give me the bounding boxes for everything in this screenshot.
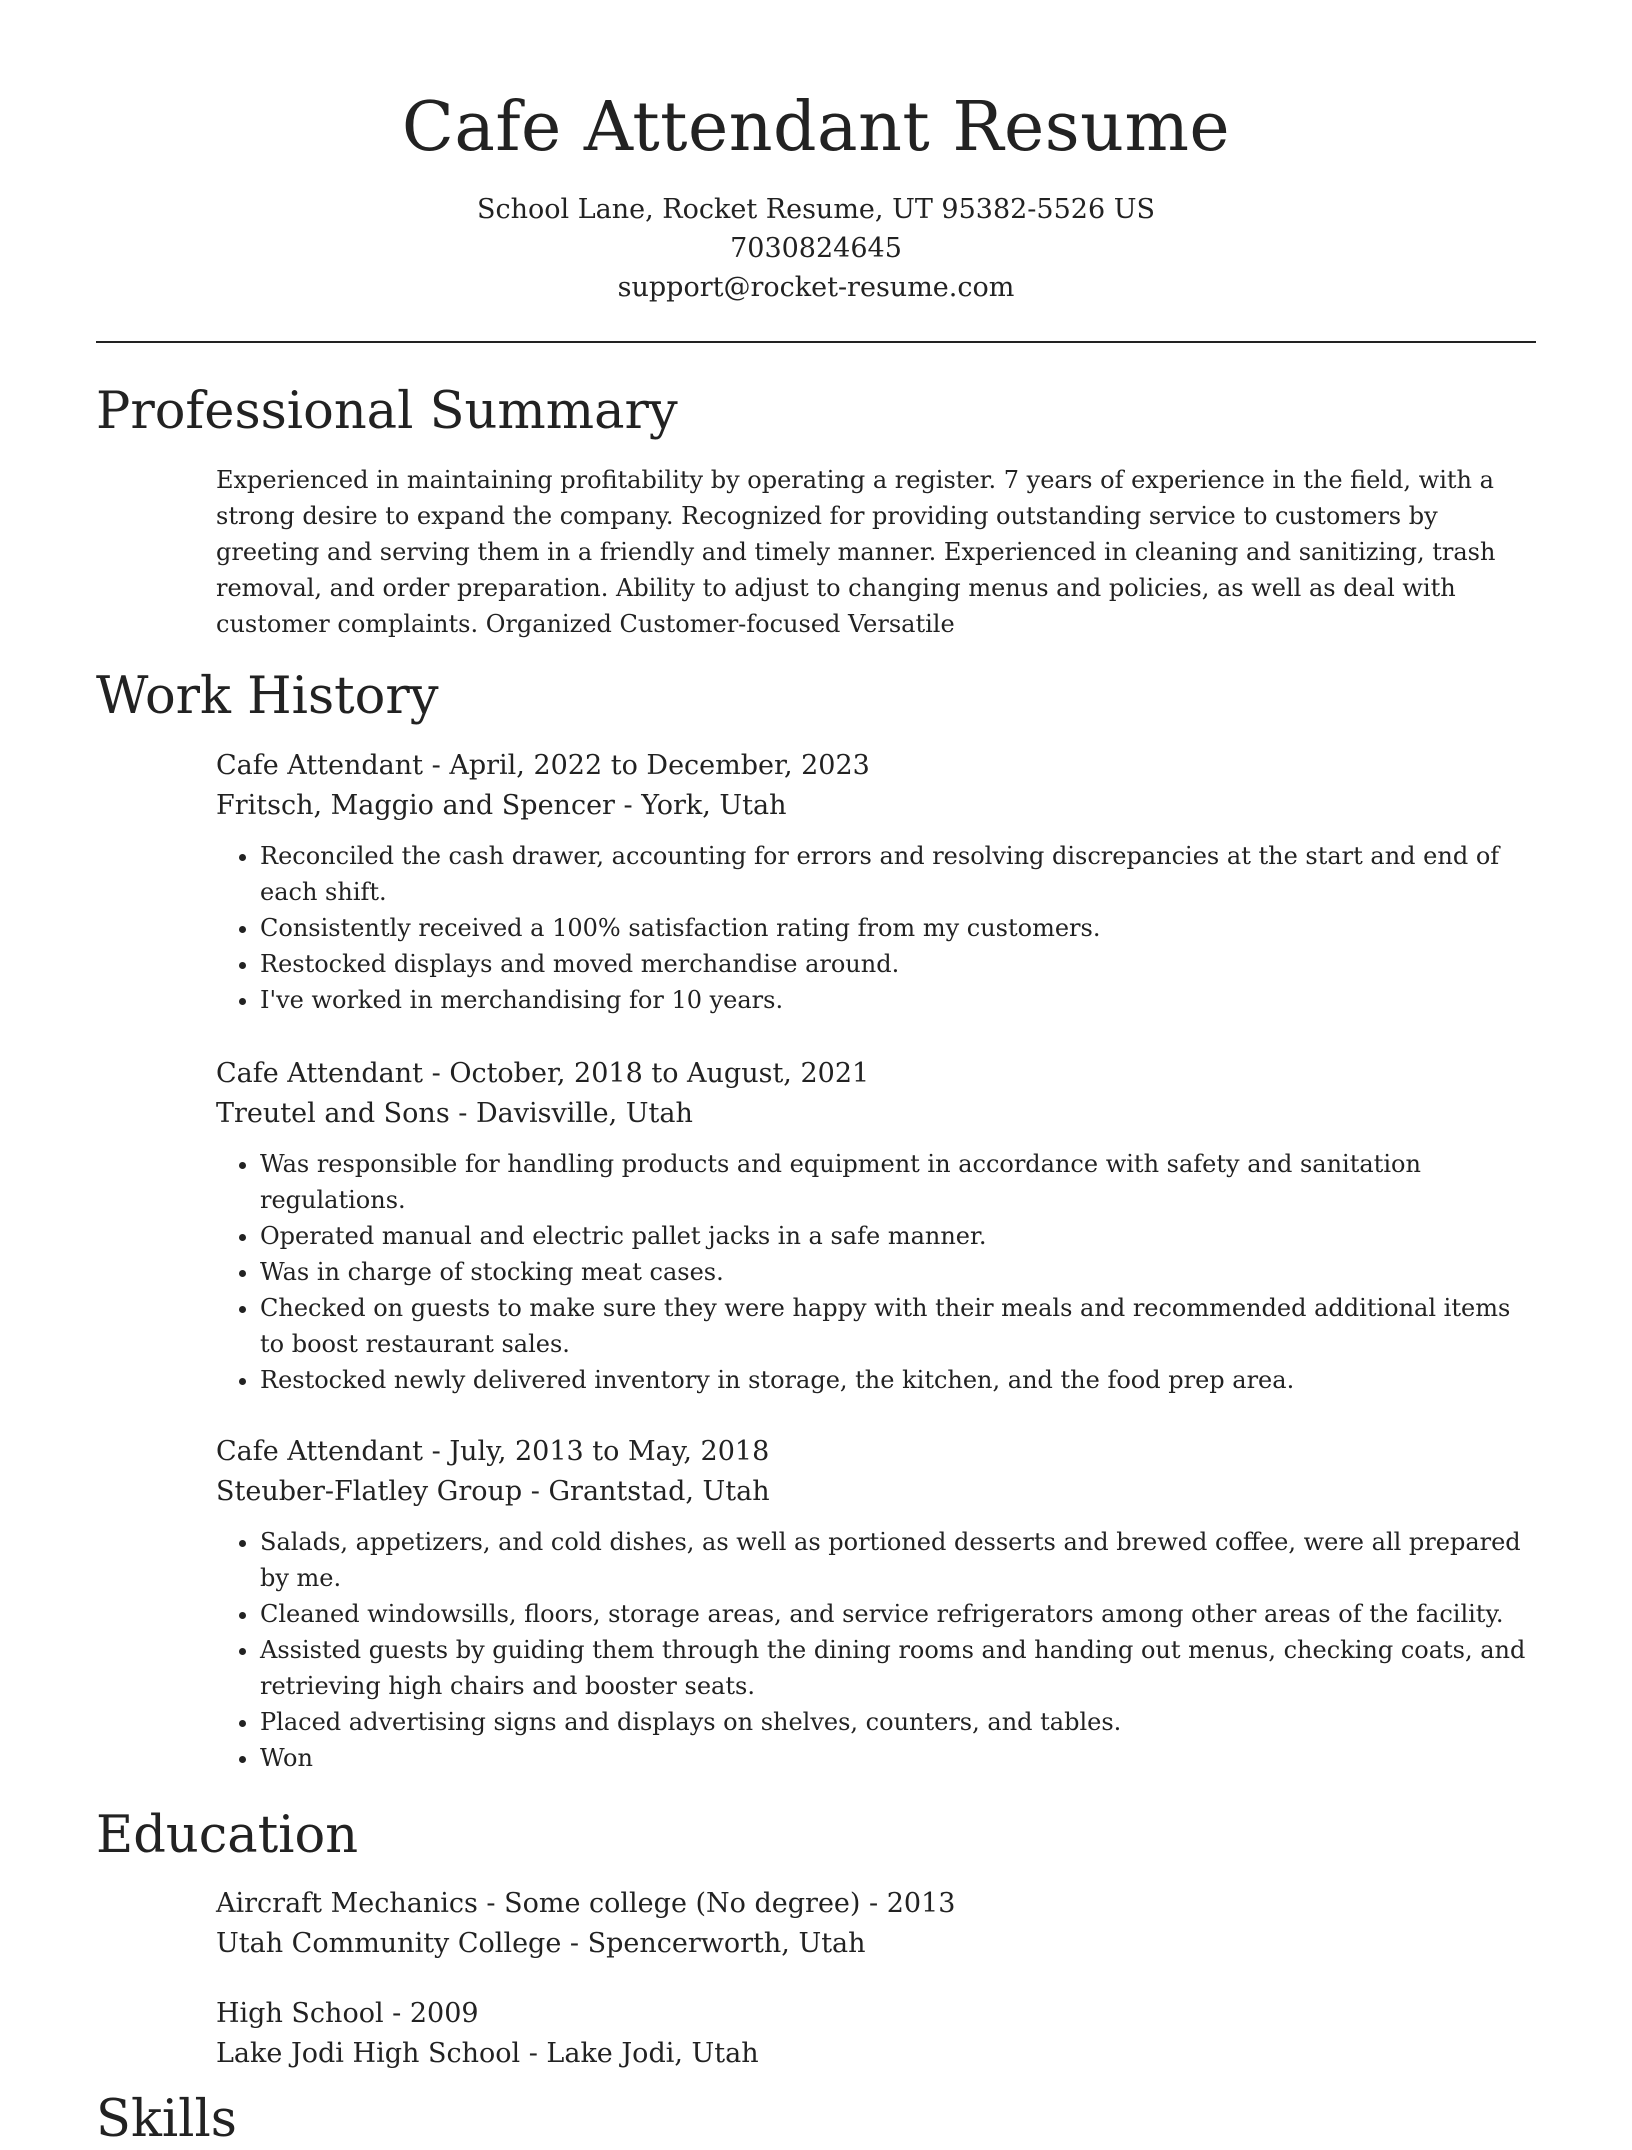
job-dates: - April, 2022 to December, 2023 — [423, 750, 870, 781]
resume-title: Cafe Attendant Resume — [401, 88, 1231, 167]
job-title-line — [216, 746, 1536, 786]
job-location: - Davisville, Utah — [449, 1098, 693, 1129]
work-history-heading: Work History — [96, 667, 439, 726]
job-entry — [216, 1432, 1536, 1776]
education-degree-line — [216, 1884, 1536, 1924]
job-bullets — [216, 838, 1536, 1018]
job-entry — [216, 746, 1536, 1018]
education-entry — [216, 1884, 1536, 1964]
job-bullets — [216, 1524, 1536, 1776]
education-heading: Education — [96, 1806, 359, 1865]
job-title-line — [216, 1432, 1536, 1472]
education-location: - Lake Jodi, Utah — [520, 2038, 759, 2069]
education-year: - 2009 — [383, 1998, 479, 2029]
job-title: Cafe Attendant — [216, 1436, 424, 1467]
list-item: • Was responsible for handling products and equipment in accordance with safety and sanitation regulations. — [260, 1146, 1536, 1218]
job-entry — [216, 1054, 1536, 1398]
job-company: Fritsch, Maggio and Spencer — [216, 790, 615, 821]
list-item: • I've worked in merchandising for 10 years. — [260, 982, 1536, 1018]
summary-heading: Professional Summary — [96, 382, 678, 441]
job-company-line — [216, 786, 1536, 826]
list-item: • Consistently received a 100% satisfaction rating from my customers. — [260, 910, 1536, 946]
list-item: • Was in charge of stocking meat cases. — [260, 1254, 1536, 1290]
education-school: Utah Community College — [216, 1928, 562, 1959]
job-company: Steuber-Flatley Group — [216, 1476, 523, 1507]
education-degree-line — [216, 1994, 1536, 2034]
contact-info — [0, 190, 1632, 307]
list-item: • Checked on guests to make sure they were happy with their meals and recommended additional items to boost restaurant sales. — [260, 1290, 1536, 1362]
list-item: • Assisted guests by guiding them through the dining rooms and handing out menus, checking coats, and retrieving high chairs and booster seats. — [260, 1632, 1536, 1704]
education-school-line — [216, 1924, 1536, 1964]
list-item: • Restocked newly delivered inventory in storage, the kitchen, and the food prep area. — [260, 1362, 1536, 1398]
header-divider — [96, 341, 1536, 343]
summary-text: Experienced in maintaining profitability by operating a register. 7 years of experience in the field, with a strong desire to expand the company. Recognized for providing outstanding service to customers by greeting and serving them in a friendly and timely manner. Experienced in cleaning and sanitizing, trash removal, and order preparation. Ability to adjust to changing menus and policies, as well as deal with customer complaints. Organized Customer-focused Versatile — [216, 466, 1496, 638]
job-location: - Grantstad, Utah — [522, 1476, 770, 1507]
resume-header — [0, 0, 1632, 307]
contact-phone: 7030824645 — [730, 233, 902, 264]
job-title: Cafe Attendant — [216, 750, 424, 781]
list-item: • Won — [260, 1740, 1536, 1776]
job-dates: - July, 2013 to May, 2018 — [423, 1436, 770, 1467]
education-school: Lake Jodi High School — [216, 2038, 521, 2069]
list-item: • Operated manual and electric pallet jacks in a safe manner. — [260, 1218, 1536, 1254]
job-location: - York, Utah — [614, 790, 787, 821]
education-school-line — [216, 2034, 1536, 2074]
list-item: • Placed advertising signs and displays on shelves, counters, and tables. — [260, 1704, 1536, 1740]
education-year: - 2013 — [860, 1888, 956, 1919]
education-degree: High School — [216, 1998, 384, 2029]
job-bullets — [216, 1146, 1536, 1398]
list-item: • Reconciled the cash drawer, accounting for errors and resolving discrepancies at the start and end of each shift. — [260, 838, 1536, 910]
job-title: Cafe Attendant — [216, 1058, 424, 1089]
job-company-line — [216, 1472, 1536, 1512]
contact-address: School Lane, Rocket Resume, UT 95382-5526 US — [477, 194, 1155, 225]
education-degree: Aircraft Mechanics - Some college (No degree) — [216, 1888, 861, 1919]
job-title-line — [216, 1054, 1536, 1094]
job-company-line — [216, 1094, 1536, 1134]
education-entry — [216, 1994, 1536, 2074]
list-item: • Salads, appetizers, and cold dishes, as well as portioned desserts and brewed coffee, were all prepared by me. — [260, 1524, 1536, 1596]
job-dates: - October, 2018 to August, 2021 — [423, 1058, 870, 1089]
education-location: - Spencerworth, Utah — [561, 1928, 866, 1959]
skills-heading: Skills — [96, 2090, 237, 2149]
list-item: • Restocked displays and moved merchandise around. — [260, 946, 1536, 982]
list-item: • Cleaned windowsills, floors, storage areas, and service refrigerators among other areas of the facility. — [260, 1596, 1536, 1632]
contact-email[interactable]: support@rocket-resume.com — [617, 272, 1015, 303]
job-company: Treutel and Sons — [216, 1098, 450, 1129]
